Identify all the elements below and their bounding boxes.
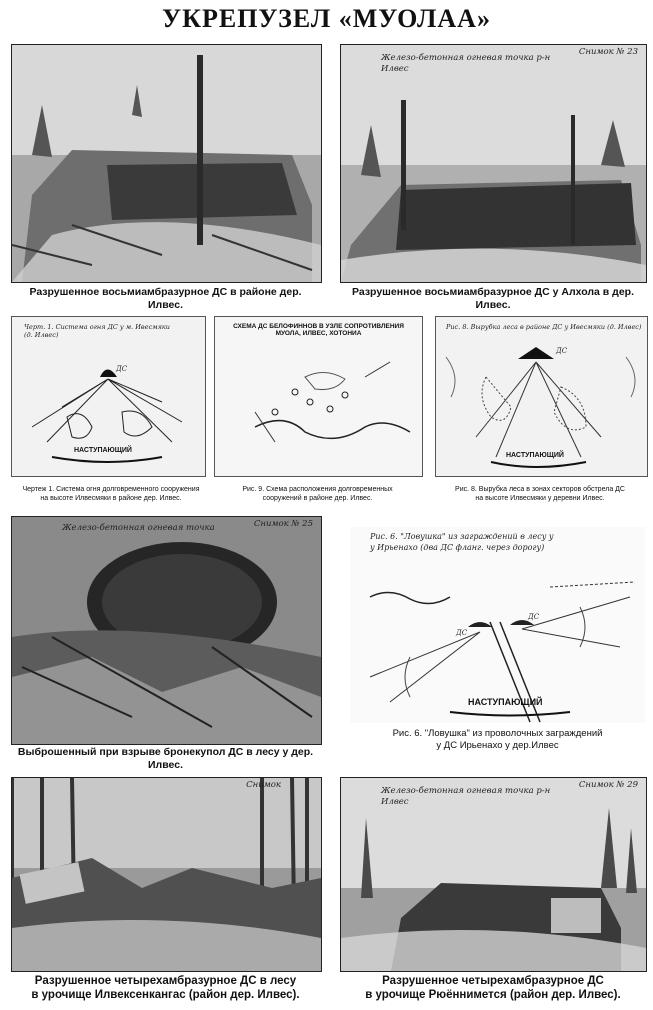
photo-number: Снимок № 23 bbox=[578, 47, 638, 57]
sketch-header-line1: СХЕМА ДС БЕЛОФИННОВ В УЗЛЕ СОПРОТИВЛЕНИЯ bbox=[233, 323, 404, 330]
page-title: УКРЕПУЗЕЛ «МУОЛАА» bbox=[162, 4, 491, 33]
photo-destroyed-bunker-alkhola bbox=[340, 44, 647, 283]
photo-number: Снимок № 25 bbox=[253, 519, 313, 529]
sketch-forest-clearing bbox=[435, 316, 648, 477]
sketch-label-ds: ДС bbox=[456, 629, 468, 637]
sketch-label-attacker: НАСТУПАЮЩИЙ bbox=[74, 447, 132, 454]
photo-caption: Разрушенное восьмиамбразурное ДС у Алхола в дер. Илвес. bbox=[352, 286, 634, 312]
sketch-header: Черт. 1. Система огня ДС у м. Ивесмяки (д. Илвес) bbox=[24, 323, 170, 339]
photo-number: Снимок bbox=[246, 780, 281, 790]
photo-number: Снимок № 29 bbox=[578, 780, 638, 790]
sketch-caption-line1: Рис. 8. Вырубка леса в зонах секторов обстрела ДС bbox=[455, 486, 625, 493]
photo-image bbox=[12, 778, 321, 971]
sketch-header-line2: у Ирьенахо (два ДС фланг. через дорогу) bbox=[370, 543, 545, 553]
photo-caption: Разрушенное восьмиамбразурное ДС в районе дер. Илвес. bbox=[29, 286, 302, 312]
photo-caption bbox=[11, 974, 320, 1003]
sketch-caption bbox=[11, 486, 211, 504]
sketch-caption-line2: на высоте Илвесмяки в районе дер. Илвес. bbox=[40, 494, 182, 502]
sketch-wire-trap bbox=[350, 527, 645, 723]
photo-four-embrasure-ryuonnimetsya bbox=[340, 777, 647, 972]
photo-inscription: Железо-бетонная огневая точка bbox=[62, 523, 215, 533]
sketch-caption-line1: Чертеж 1. Система огня долговременного сооружения bbox=[22, 486, 200, 493]
photo-caption-line2: в урочище Рюённимется (район дер. Илвес). bbox=[365, 989, 621, 1002]
sketch-caption-line2: сооружений в районе дер. Илвес. bbox=[262, 494, 373, 502]
sketch-header-line1: Рис. 6. "Ловушка" из заграждений в лесу у bbox=[370, 532, 554, 541]
photo-caption: Выброшенный при взрыве бронекупол ДС в лесу у дер. Илвес. bbox=[17, 746, 314, 772]
sketch-caption-line1: Рис. 6. "Ловушка" из проволочных заграждений bbox=[392, 728, 603, 739]
sketch-header bbox=[215, 323, 422, 337]
sketch-header-line2: МУОЛА, ИЛВЕС, ХОТОНИА bbox=[275, 330, 362, 337]
sketch-label-ds: ДС bbox=[116, 365, 128, 373]
photo-caption-line2: в урочище Илвексенкангас (район дер. Илвес). bbox=[31, 989, 300, 1002]
sketch-caption bbox=[214, 486, 421, 504]
sketch-drawing bbox=[350, 527, 645, 723]
sketch-fire-system bbox=[11, 316, 206, 477]
photo-caption-line1: Разрушенное четырехамбразурное ДС bbox=[382, 975, 604, 987]
sketch-scheme bbox=[214, 316, 423, 477]
photo-inscription: Железо-бетонная огневая точка р-н Илвес bbox=[381, 786, 551, 808]
sketch-label-ds: ДС bbox=[556, 347, 568, 355]
sketch-caption-line2: на высоте Илвесмяки у деревни Илвес. bbox=[475, 494, 605, 502]
photo-armored-dome bbox=[11, 516, 322, 745]
photo-destroyed-bunker-ilves bbox=[11, 44, 322, 283]
photo-image bbox=[12, 517, 321, 744]
photo-image bbox=[341, 45, 646, 282]
sketch-header bbox=[370, 531, 620, 553]
sketch-caption-line2: у ДС Ирьенахо у дер.Илвес bbox=[436, 739, 559, 751]
sketch-header: Рис. 8. Вырубка леса в районе ДС у Ивесмяки (д. Илвес) bbox=[446, 323, 642, 331]
photo-four-embrasure-forest bbox=[11, 777, 322, 972]
photo-caption-line1: Разрушенное четырехамбразурное ДС в лесу bbox=[34, 975, 297, 987]
sketch-caption bbox=[430, 486, 650, 504]
sketch-label-attacker: НАСТУПАЮЩИЙ bbox=[506, 452, 564, 459]
photo-image bbox=[12, 45, 321, 282]
sketch-caption bbox=[345, 728, 650, 752]
sketch-drawing bbox=[215, 317, 422, 476]
sketch-label-ds: ДС bbox=[528, 613, 540, 621]
photo-caption bbox=[336, 974, 650, 1003]
photo-inscription: Железо-бетонная огневая точка р-н Илвес bbox=[381, 53, 551, 75]
sketch-label-attacker: НАСТУПАЮЩИЙ bbox=[468, 697, 543, 707]
sketch-caption-line1: Рис. 9. Схема расположения долговременных bbox=[242, 486, 393, 493]
